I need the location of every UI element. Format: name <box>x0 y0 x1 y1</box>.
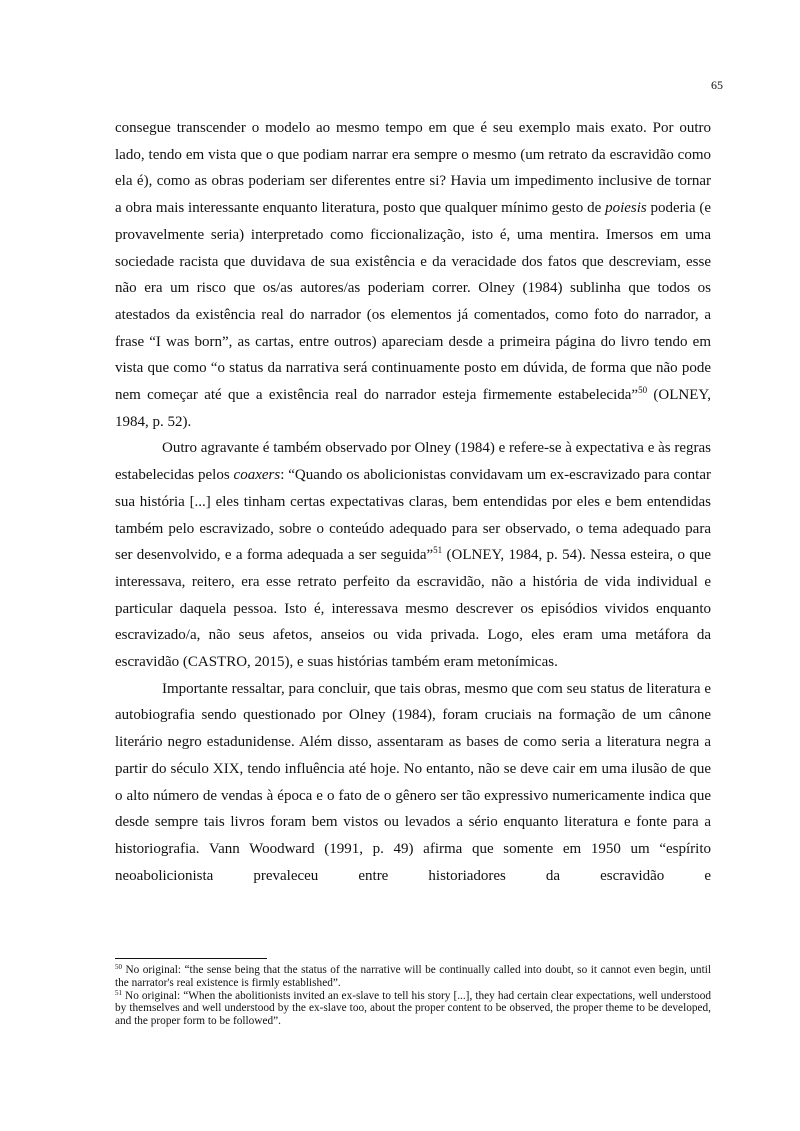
footnote-ref: 50 <box>638 385 648 396</box>
paragraph: consegue transcender o modelo ao mesmo tempo em que é seu exemplo mais exato. Por outro lado, tendo em vista que o que podiam narrar era sempre o mesmo (um retrato da escravidão como ela é), como as obras poderiam ser diferentes entre si? Havia um impedimento inclusive de tornar a obra mais interessante enquanto literatura, posto que qualquer mínimo gesto de poiesis poderia (e provavelmente seria) interpretado como ficcionalização, isto é, uma mentira. Imersos em uma sociedade racista que duvidava de sua existência e da veracidade dos fatos que descreviam, esse não era um risco que os/as autores/as poderiam correr. Olney (1984) sublinha que todos os atestados da existência real do narrador (os elementos já comentados, como foto do narrador, a frase “I was born”, as cartas, entre outros) apareciam desde a primeira página do livro tendo em vista que como “o status da narrativa será continuamente posto em dúvida, de forma que não pode nem começar até que a existência real do narrador esteja firmemente estabelecida”$^{50}$ (OLNEY, 1984, p. 52). <box>115 120 712 430</box>
paragraph: Importante ressaltar, para concluir, que tais obras, mesmo que com seu status de literatura e autobiografia sendo questionado por Olney (1984), foram cruciais na formação de um cânone literário negro estadunidense. Além disso, assentaram as bases de como seria a literatura negra a partir do século XIX, tendo influência até hoje. No entanto, não se deve cair em uma ilusão de que o alto número de vendas à época e o fato de o gênero ser tão expressivo numericamente indica que desde sempre tais livros foram bem vistos ou levados a sério enquanto literatura e fonte para a historiografia. Vann Woodward (1991, p. 49) afirma que somente em 1950 um “espírito neoabolicionista prevaleceu entre historiadores da escravidão e <box>115 680 711 884</box>
paragraph: Outro agravante é também observado por Olney (1984) e refere-se à expectativa e às regras estabelecidas pelos coaxers: “Quando os abolicionistas convidavam um ex-escravizado para contar sua história [...] eles tinham certas expectativas claras, bem entendidas por eles e bem entendidas também pelo escravizado, sobre o conteúdo adequado para ser observado, o tema adequado para ser desenvolvido, e a forma adequada a ser seguida”$^{51}$ (OLNEY, 1984, p. 54). Nessa esteira, o que interessava, reitero, era esse retrato perfeito da escravidão, não a história de vida individual e particular daquela pessoa. Isto é, interessava mesmo descrever os episódios vividos enquanto escravizado/a, não seus afetos, anseios ou vida privada. Logo, eles eram uma metáfora da escravidão (CASTRO, 2015), e suas histórias também eram metonímicas. <box>115 440 711 671</box>
body-text <box>115 115 711 889</box>
footnote-divider <box>115 958 267 959</box>
footnote-number: 51 <box>115 988 122 997</box>
italic-term: poiesis <box>605 200 647 217</box>
page-number: 65 <box>711 78 723 92</box>
footnote-number: 50 <box>115 963 122 971</box>
footnote-ref: 51 <box>433 545 443 556</box>
footnote: $^{51}$ No original: “When the abolitionists invited an ex-slave to tell his story [...], they had certain clear expectations, well understood by themselves and well understood by the ex-slave too, about the proper content to be observed, the proper theme to be developed, and the proper form to be followed”. <box>115 988 711 1028</box>
footnote: $^{50}$ No original: “the sense being that the status of the narrative will be continually called into doubt, so it cannot even begin, until the narrator's real existence is firmly established”. <box>115 963 711 989</box>
footnotes <box>115 964 711 1028</box>
italic-term: coaxers <box>233 467 281 484</box>
